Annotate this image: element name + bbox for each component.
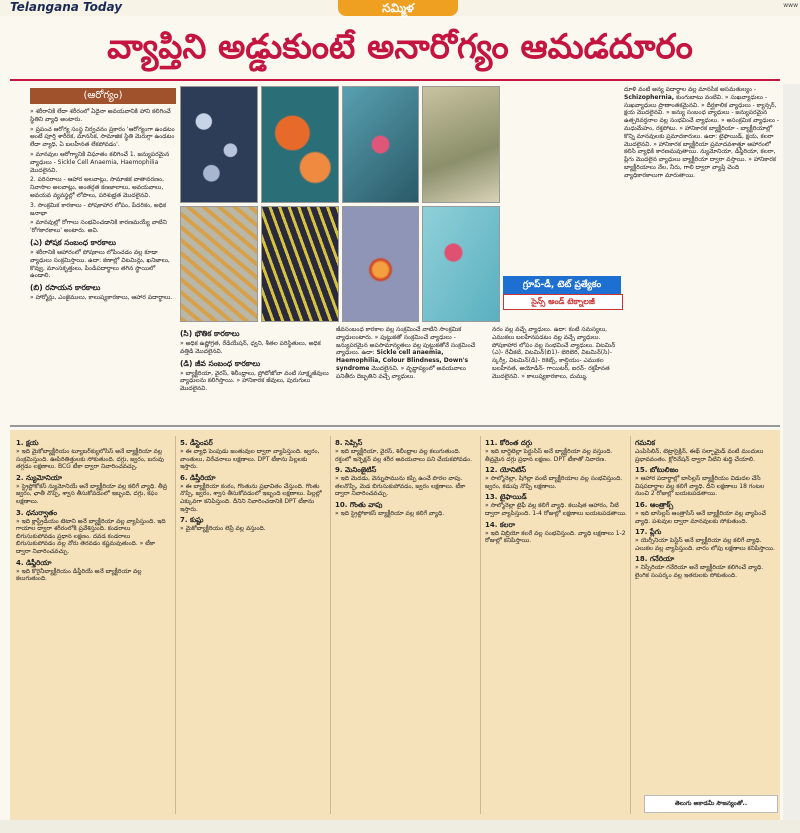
- microbe-photo: [342, 86, 420, 203]
- disease-text: » సాల్మోనెల్లా టైఫీ వల్ల కలిగే వ్యాధి. కలుషిత ఆహారం, నీటి ద్వారా వ్యాపిస్తుంది. 1-4 రోజుల్లో లక్షణాలు బయటపడతాయి.: [485, 502, 627, 517]
- disease-heading: 3. ధనుర్వాతం: [16, 508, 58, 517]
- mid2-text: జీవసంబంధ కారకాల వల్ల సంక్రమించే వాటిని సాంక్రమిక వ్యాధులంటారు. » పుట్టుకతో సంక్రమించే వ్యాధులు - జన్యుపరమైన అపసామాన్యతలు వల్ల పుట్టుకతోనే సంక్రమించే వ్యాధులు. ఉదా:: [336, 326, 476, 357]
- right-text-2: కుంగుబాటు వంటివి. » సుఖవ్యాధులు - సుఖవ్యాధులు ప్రాణాంతకమైనవి. » దీర్ఘకాలిక వ్యాధులు - క్యాన్సర్, క్షయ మొదలైనవి. » జన్యు సంబంధ వ్యాధులు - జన్యుపరమైన ఉత్పరివర్తనాల వల్ల సంభవించే వ్యాధులు. » అసంక్రమిక వ్యాధులు - మధుమేహం, రక్తపోటు. » హానికారక బ్యాక్టీరియా - బ్యాక్టీరియాల్లో కొన్ని మానవులకు ప్రమాదకారులు. ఉదా: టైఫాయిడ్, క్షయ, కలరా మొదలైనవి. » హానికారక బ్యాక్టీరియా ప్రమాదవశాత్తూ ఆహారంలో కలిసి వ్యాధికి కారణమవుతాయి. న్యుమోనియా, డిఫ్తీరియా, కలరా, ప్లేగు మొదలైన వ్యాధులు బ్యాక్టీరియా ద్వారా వస్తాయి. » హానికారక బ్యాక్టీరియాలు నేల, నీరు, గాలి ద్వారా వ్యాప్తి చెంది వ్యాధికారకాలుగా మారుతాయి.: [624, 93, 779, 179]
- diseases-column-2: [180, 436, 326, 816]
- disease-text: » ఇది బాసిల్లస్ ఆంత్రాసిస్ అనే బ్యాక్టీరియా వల్ల వ్యాపించే వ్యాధి. పశువుల ద్వారా మానవులకు సోకుతుంది.: [635, 509, 766, 525]
- exam-badge: గ్రూప్-డీ, టెట్ ప్రత్యేకం: [503, 276, 621, 294]
- left-para-5: 3. సాంక్రమిక కారకాలు - పోషకాహార లోపం, పేదరికం, అధిక జనాభా: [30, 201, 167, 217]
- microbe-photo: [261, 86, 339, 203]
- disease-heading: 1. క్షయ: [16, 439, 39, 447]
- disease-text: » ఇది మెదడు, వెన్నుపామును కప్పి ఉంచే పొరల వాపు. తలనొప్పి, మెడ బిగుసుకుపోవడం, జ్వరం లక్షణాలు. టీకా ద్వారా నివారించవచ్చు.: [335, 475, 466, 498]
- disease-heading: 6. డిప్తీరియా: [180, 473, 216, 482]
- disease-text: ఎంపిసిలిన్, టెట్రాసైక్లిన్, ఈథ్ సల్ఫామైడ్ వంటి మందులు ప్రభావవంతం. క్లోరినేషన్ ద్వారా నీటిని శుద్ధి చేయాలి.: [635, 448, 764, 463]
- headline: వ్యాప్తిని అడ్డుకుంటే అనారోగ్యం ఆమడదూరం: [107, 27, 693, 67]
- microbe-photo: [261, 206, 339, 323]
- masthead: Telangana Today: [10, 0, 123, 14]
- disease-text: » ఇది విబ్రియో కలరే వల్ల సంభవిస్తుంది. వ్యాధి లక్షణాలు 1-2 రోజుల్లో కనిపిస్తాయి.: [485, 529, 626, 545]
- disease-heading: 15. బోటులిజం: [635, 466, 679, 475]
- disease-text: » ఇది బ్యాక్టీరియా, వైరస్, శిలీంధ్రాల వల్ల కలుగుతుంది. రక్తంలో ఇన్ఫెక్షన్ వల్ల శరీర అవయవాలు పని చేయకపోవడం.: [335, 448, 473, 463]
- disease-text: » ఇది క్లాస్ట్రీడియం టెటాని అనే బ్యాక్టీరియా వల్ల వ్యాపిస్తుంది. ఇది గాయాల ద్వారా శరీరంలోకి ప్రవేశిస్తుంది. కండరాలు బిగుసుకుపోవడం ప్రధాన లక్షణం. దవడ కండరాలు బిగుసుకుపోవడం వల్ల నోరు తెరవడం కష్టమవుతుంది. » టీకా ద్వారా నివారించవచ్చు.: [16, 517, 166, 555]
- section-b-heading: (బి) రసాయన కారకాలు: [30, 283, 101, 293]
- disease-text: » ఇది కొరైనీబ్యాక్టీరియం డిఫ్తీరియే అనే బ్యాక్టీరియా వల్ల కలుగుతుంది.: [16, 567, 142, 583]
- disease-heading: 16. ఆంత్రాక్స్: [635, 500, 674, 509]
- microbe-photo: [180, 206, 258, 323]
- microbe-photo: [422, 86, 500, 203]
- middle-column-2: [336, 326, 486, 424]
- disease-heading: గమనిక: [635, 439, 656, 447]
- disease-heading: 7. కుష్టు: [180, 516, 204, 525]
- column-rule: [630, 436, 631, 814]
- disease-heading: 9. మెనింజైటిస్: [335, 466, 377, 475]
- disease-heading: 8. సెప్సిస్: [335, 439, 363, 447]
- microbe-photo: [342, 206, 420, 323]
- section-c-heading: (సి) భౌతిక కారకాలు: [180, 329, 240, 338]
- column-rule: [480, 436, 481, 814]
- microbe-photo-grid: [180, 86, 500, 322]
- section-b-text: » హార్మోన్లు, ఎంజైములు, కాలుష్యకారకాలు, ఆహార పదార్థాలు.: [30, 294, 173, 302]
- disease-text: » స్ట్రెప్టోకోకస్ న్యుమోనియే అనే బ్యాక్టీరియా వల్ల కలిగే వ్యాధి. తీవ్ర జ్వరం, ఛాతీ నొప్పి, శ్వాస తీసుకోవడంలో ఇబ్బంది, దగ్గు, కఫం లక్షణాలు.: [16, 482, 167, 505]
- column-rule: [175, 436, 176, 814]
- diseases-column-1: [16, 436, 170, 816]
- section-tag: (ఆరోగ్యం): [30, 88, 176, 104]
- disease-text: » ఇది స్ట్రెప్టోకాకస్ బ్యాక్టీరియా వల్ల కలిగే వ్యాధి.: [335, 509, 445, 517]
- mid2-after: మొదలైనవి. » వృద్ధాప్యంలో అవయవాలు పనితీరు దెబ్బతిని వచ్చే వ్యాధులు.: [336, 364, 466, 380]
- credit-box: తెలుగు అకాడమీ సౌజన్యంతో..: [644, 795, 778, 813]
- disease-heading: 10. గొంతు వాపు: [335, 500, 383, 509]
- right-bold-1: Schizophernia,: [624, 93, 675, 101]
- disease-text: » నిస్సేరియా గనేరియా అనే బ్యాక్టీరియా కలిగించే వ్యాధి. లైంగిక సంపర్కం వల్ల ఇతరులకు సోకుతుంది.: [635, 564, 764, 579]
- section-d-heading: (డి) జీవ సంబంధ కారకాలు: [180, 358, 261, 368]
- section-d-text: » బ్యాక్టీరియా, వైరస్, శిలీంధ్రాలు, ప్రోటోజోవా వంటి సూక్ష్మజీవులు వ్యాధులను కలిగిస్తాయి. » హానికారక జీవులు, పురుగులు మొదలైనవి.: [180, 369, 329, 393]
- disease-text: » ఇది బార్డెటెల్లా పెర్టుసిస్ అనే బ్యాక్టీరియా వల్ల వస్తుంది. తీవ్రమైన దగ్గు ప్రధాన లక్షణం. DPT టీకాతో నివారణ.: [485, 448, 613, 463]
- disease-text: » సాల్మోనెల్లా, షిగెల్లా వంటి బ్యాక్టీరియాల వల్ల సంభవిస్తుంది. జ్వరం, కడుపు నొప్పి లక్షణాలు.: [485, 475, 623, 490]
- disease-heading: 18. గనేరియా: [635, 555, 675, 564]
- right-column: [624, 86, 780, 424]
- page-edge: [783, 84, 800, 833]
- mid3-text: నరం వల్ల వచ్చే వ్యాధులు. ఉదా: కంటి సమస్యలు, ఎముకలు బలహీనపడటం వల్ల వచ్చే వ్యాధులు. పోషకాహార లోపం వల్ల సంభవించే వ్యాధులు. విటమిన్ (ఎ)- రేచీకటి, విటమిన్(బి1)- బెరిబెరి, విటమిన్(సి)- స్కర్వీ, విటమిన్(డి)- రికెట్స్, కాల్షియం- ఎముకల బలహీనత, అయోడిన్- గాయిటర్, ఐరన్- రక్తహీనత మొదలైనవి. » కాలుష్యకారకాలు, దుమ్ము.: [492, 326, 616, 380]
- section-c-text: » అధిక ఉష్ణోగ్రత, రేడియేషన్, ధ్వని, శీతల పరిస్థితులు, అధిక వత్తిడి మొదలైనవి.: [180, 340, 321, 355]
- disease-heading: 13. టైఫాయిడ్: [485, 493, 527, 502]
- microbe-photo: [422, 206, 500, 323]
- section-logo: సమ్మిళ: [338, 0, 458, 16]
- section-a-text: » శరీరానికి ఆహారంలో పోషకాలు లోపించడం వల్ల కూడా వ్యాధులు సంక్రమిస్తాయి. ఉదా: కణాల్లో విటమిన్లు, ఖనిజాలు, కొవ్వు, మాంసకృత్తులు, పిండిపదార్థాలు తగిన స్థాయిలో ఉండాలి.: [30, 248, 170, 280]
- section-divider: [10, 425, 780, 427]
- right-text-1: దూళి వంటి అన్య పదార్థాల వల్ల మానసిక అసమతుల్యం -: [624, 86, 757, 93]
- middle-column-1: [180, 326, 330, 424]
- left-para-6: » మానవుల్లో రోగాలు సంభవించడానికి కారణమయ్యే వాటిని 'రోగకారకాలు' అంటారు. అవి.: [30, 219, 167, 235]
- disease-heading: 11. కోరింత దగ్గు: [485, 439, 533, 447]
- left-para-4: 2. పరిసరాలు - ఆహార అలవాట్లు, సామాజిక వాతావరణం, నివాసాల అలవాట్లు, అంతర్గత కణజాలాలు, అవయవాలు, అవయవ వ్యవస్థల్లో లోపాలు, పరిశుభ్రత మొదలైనవి.: [30, 176, 165, 199]
- mid2-bold: Sickle cell anaemia, Haemophilia, Colour Blindness, Down's syndrome: [336, 349, 469, 372]
- microbe-photo: [180, 86, 258, 203]
- diseases-column-3: [335, 436, 477, 816]
- website: www: [783, 2, 798, 9]
- disease-text: » యెర్సీనియా పెస్టిస్ అనే బ్యాక్టీరియా వల్ల కలిగే వ్యాధి. ఎలుకల వల్ల వ్యాపిస్తుంది. వారం లోపు లక్షణాలు కనిపిస్తాయి.: [635, 537, 775, 552]
- disease-text: » ఆహార పదార్థాల్లో బాసిల్లస్ బ్యాక్టీరియం విడుదల చేసే విషపదార్థాల వల్ల కలిగే వ్యాధి. దీని లక్షణాలు 18 గంటల నుంచి 2 రోజుల్లో బయటపడతాయి.: [635, 475, 765, 498]
- disease-heading: 17. ప్లేగు: [635, 528, 662, 537]
- disease-heading: 4. డిఫ్తీరియా: [16, 558, 52, 567]
- disease-text: » ఇది మైకోబ్యాక్టీరియం ట్యూబర్‌క్యులోసిస్ అనే బ్యాక్టీరియా వల్ల సంక్రమిస్తుంది. ఊపిరితిత్తులకు సోకుతుంది. దగ్గు, జ్వరం, బరువు తగ్గడం లక్షణాలు. BCG టీకా ద్వారా నివారించవచ్చు.: [16, 448, 164, 471]
- headline-rule: [10, 79, 780, 81]
- left-column: [30, 108, 176, 424]
- section-a-heading: (ఎ) పోషక సంబంధ కారకాలు: [30, 237, 116, 247]
- left-para-2: » ప్రపంచ ఆరోగ్య సంస్థ నిర్వచనం ప్రకారం 'ఆరోగ్యంగా ఉండటం అంటే పూర్తి శారీరక, మానసిక, సామాజిక స్థితి మెరుగ్గా ఉండటం లేదా వ్యాధి, ఏ బలహీనత లేకపోవడం'.: [30, 125, 175, 149]
- disease-text: » మైకోబ్యాక్టీరియం లెప్రే వల్ల వస్తుంది.: [180, 525, 266, 533]
- disease-heading: 14. కలరా: [485, 520, 516, 529]
- footer-strip: [0, 820, 800, 833]
- disease-heading: 2. న్యుమోనియా: [16, 473, 63, 482]
- disease-heading: 5. డీస్టెంపర్: [180, 439, 213, 447]
- disease-text: » ఈ బ్యాక్టీరియా కంఠం, గొంతును ప్రభావితం చేస్తుంది. గొంతు నొప్పి, జ్వరం, శ్వాస తీసుకోవడంలో ఇబ్బంది లక్షణాలు. పిల్లల్లో ఎక్కువగా కనిపిస్తుంది. దీనిని నివారించడానికి DPT టీకాను ఇస్తారు.: [180, 482, 322, 513]
- subject-badge: సైన్స్ అండ్ టెక్నాలజీ: [503, 294, 623, 310]
- disease-text: » ఈ వ్యాధి పెంపుడు జంతువుల ద్వారా వ్యాపిస్తుంది. జ్వరం, వాంతులు, విరేచనాలు లక్షణాలు. DPT టీకాను పిల్లలకు ఇస్తారు.: [180, 448, 320, 471]
- left-para-1: » శరీరానికి లేదా శరీరంలో ఏదైనా అవయవానికి హాని కలిగించే స్థితిని వ్యాధి అంటారు.: [30, 108, 171, 123]
- disease-heading: 12. యోనిటిస్: [485, 466, 527, 475]
- middle-column-3: [492, 326, 620, 424]
- column-rule: [330, 436, 331, 814]
- left-para-3: » మానవుల ఆరోగ్యానికి విఘాతం కలిగించే 1. జన్యుపరమైన వ్యాధులు - Sickle Cell Anaemia, Haemophilia మొదలైనవి.: [30, 150, 170, 174]
- diseases-column-5: [635, 436, 777, 792]
- diseases-column-4: [485, 436, 627, 816]
